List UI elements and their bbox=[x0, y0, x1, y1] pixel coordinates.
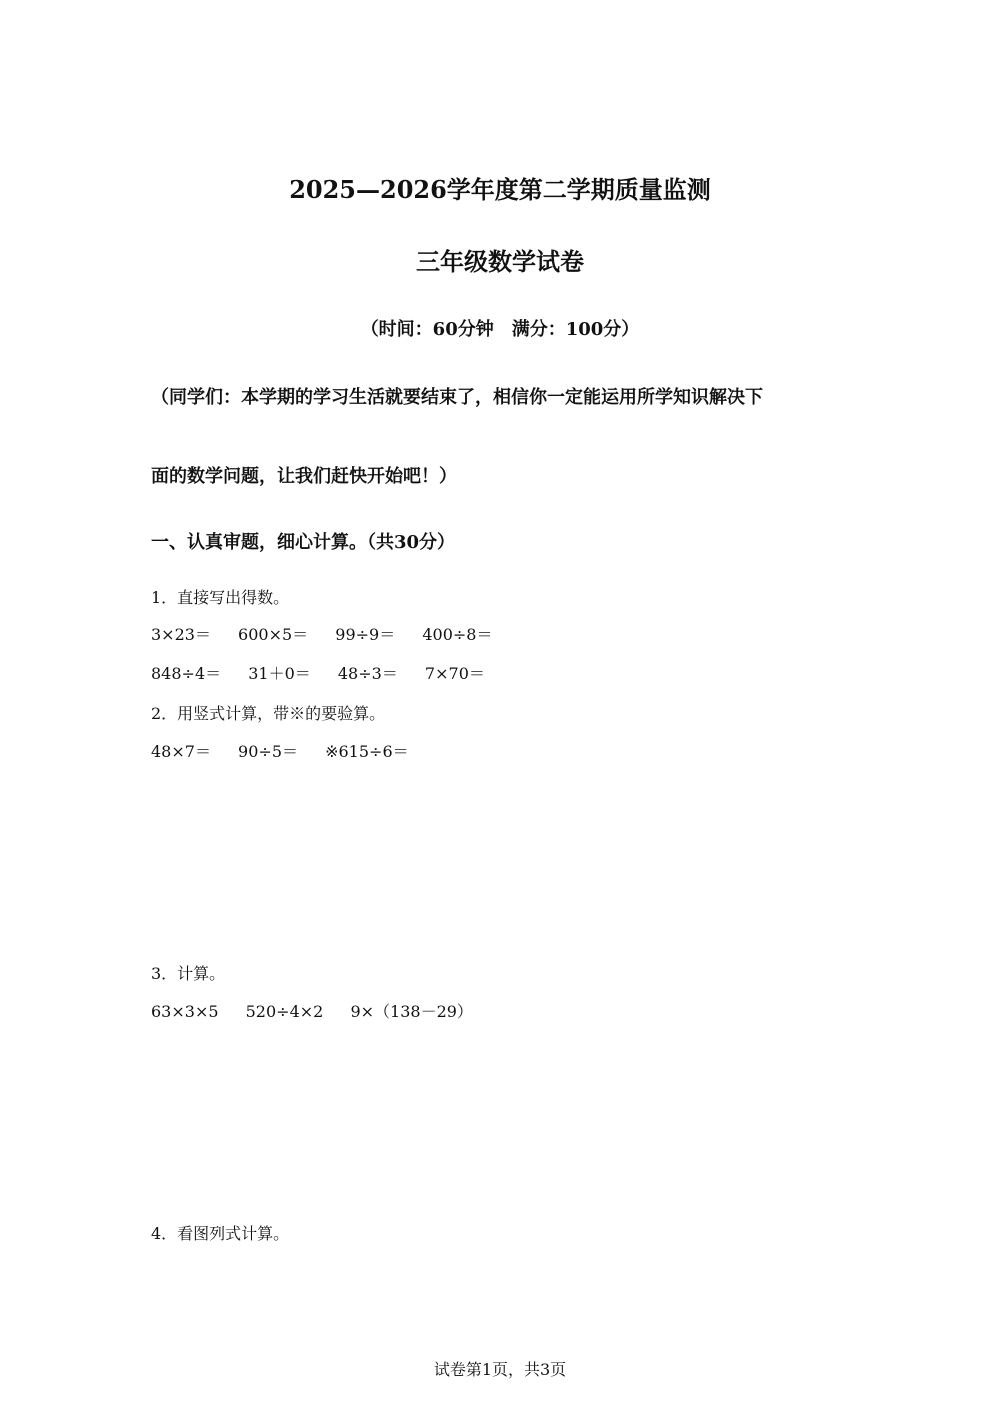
problem: 63×3×5 bbox=[151, 1002, 219, 1021]
question-4-label: 4．看图列式计算。 bbox=[151, 1224, 290, 1243]
intro-line-1: （同学们：本学期的学习生活就要结束了，相信你一定能运用所学知识解决下 bbox=[151, 387, 763, 408]
problem: 48÷3＝ bbox=[337, 664, 398, 683]
exam-subtitle: 三年级数学试卷 bbox=[416, 247, 584, 276]
problem: 48×7＝ bbox=[151, 742, 211, 761]
question-3-label: 3．计算。 bbox=[151, 964, 226, 983]
problem: 400÷8＝ bbox=[422, 625, 493, 644]
problem: 3×23＝ bbox=[151, 625, 211, 644]
question-1-row-2 bbox=[151, 661, 507, 684]
question-3-row-1 bbox=[151, 999, 495, 1022]
problem: 99÷9＝ bbox=[335, 625, 396, 644]
problem: 600×5＝ bbox=[238, 625, 309, 644]
section-1-heading: 一、认真审题，细心计算。（共30分） bbox=[151, 532, 456, 553]
question-2-label: 2．用竖式计算，带※的要验算。 bbox=[151, 704, 386, 723]
problem: 848÷4＝ bbox=[151, 664, 222, 683]
question-1-row-1 bbox=[151, 622, 514, 645]
page-footer: 试卷第1页，共3页 bbox=[433, 1360, 567, 1379]
exam-title: 2025—2026学年度第二学期质量监测 bbox=[289, 175, 711, 204]
intro-line-2: 面的数学问题，让我们赶快开始吧！） bbox=[151, 466, 457, 487]
time-score-info: （时间：60分钟 满分：100分） bbox=[360, 319, 640, 340]
question-2-row-1 bbox=[151, 739, 431, 762]
question-1-label: 1．直接写出得数。 bbox=[151, 588, 290, 607]
problem: ※615÷6＝ bbox=[325, 742, 409, 761]
problem: 90÷5＝ bbox=[238, 742, 298, 761]
problem: 520÷4×2 bbox=[245, 1002, 324, 1021]
problem: 9×（138－29） bbox=[350, 1002, 473, 1021]
problem: 7×70＝ bbox=[424, 664, 485, 683]
problem: 31＋0＝ bbox=[248, 664, 311, 683]
